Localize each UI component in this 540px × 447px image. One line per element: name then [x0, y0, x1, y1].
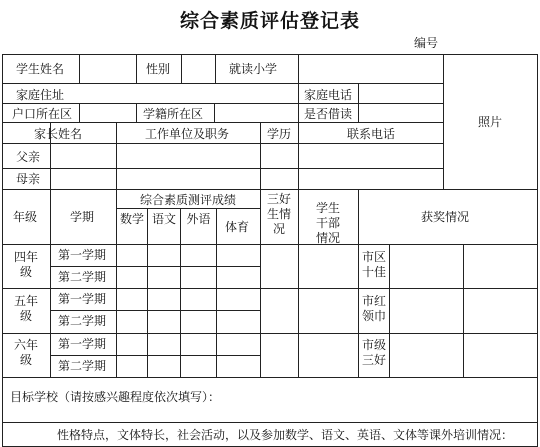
term-header: 学期 — [70, 210, 95, 224]
borrow-study-label: 是否借读 — [304, 107, 353, 121]
grade-four-label: 四年 级 — [13, 250, 38, 279]
subject-pe-header: 体育 — [225, 220, 250, 234]
term-first-label: 第一学期 — [58, 248, 107, 262]
serial-number-label: 编号 — [414, 36, 439, 50]
xueji-district-label: 学籍所在区 — [143, 107, 204, 121]
grade-header: 年级 — [13, 210, 38, 224]
subject-english-header: 外语 — [186, 212, 211, 226]
sanhao-header: 三好 生情 况 — [266, 192, 291, 236]
award-city-red-scarf: 市红 领巾 — [361, 294, 386, 323]
parent-name-header: 家长姓名 — [34, 127, 83, 141]
student-cadre-header: 学生 干部 情况 — [315, 201, 340, 245]
home-address-label: 家庭住址 — [16, 88, 65, 102]
target-school-label: 目标学校（请按感兴趣程度依次填写）： — [10, 390, 221, 404]
awards-header: 获奖情况 — [421, 210, 470, 224]
gender-label: 性别 — [146, 62, 171, 76]
term-first-label: 第一学期 — [58, 292, 107, 306]
education-header: 学历 — [267, 127, 292, 141]
photo-label: 照片 — [478, 115, 503, 129]
subject-chinese-header: 语文 — [151, 212, 176, 226]
term-second-label: 第二学期 — [58, 314, 107, 328]
father-label: 父亲 — [16, 150, 41, 164]
award-city-sanhao: 市级 三好 — [361, 338, 386, 367]
grade-six-label: 六年 级 — [13, 338, 38, 367]
term-second-label: 第二学期 — [58, 359, 107, 373]
grade-five-label: 五年 级 — [13, 294, 38, 323]
primary-school-label: 就读小学 — [229, 62, 278, 76]
term-second-label: 第二学期 — [58, 270, 107, 284]
evaluation-scores-header: 综合素质测评成绩 — [140, 193, 237, 207]
contact-phone-header: 联系电话 — [347, 127, 396, 141]
term-first-label: 第一学期 — [58, 337, 107, 351]
award-city-top-ten: 市区 十佳 — [361, 250, 386, 279]
mother-label: 母亲 — [16, 172, 41, 186]
workplace-header: 工作单位及职务 — [145, 127, 230, 141]
home-phone-label: 家庭电话 — [304, 88, 353, 102]
registration-form-table — [0, 54, 540, 447]
character-note-label: 性格特点，文体特长，社会活动，以及参加数学、语文、英语、文体等课外培训情况： — [57, 428, 514, 442]
form-title: 综合素质评估登记表 — [179, 10, 360, 32]
student-name-label: 学生姓名 — [16, 62, 65, 76]
subject-math-header: 数学 — [119, 212, 144, 226]
hukou-district-label: 户口所在区 — [12, 107, 73, 121]
